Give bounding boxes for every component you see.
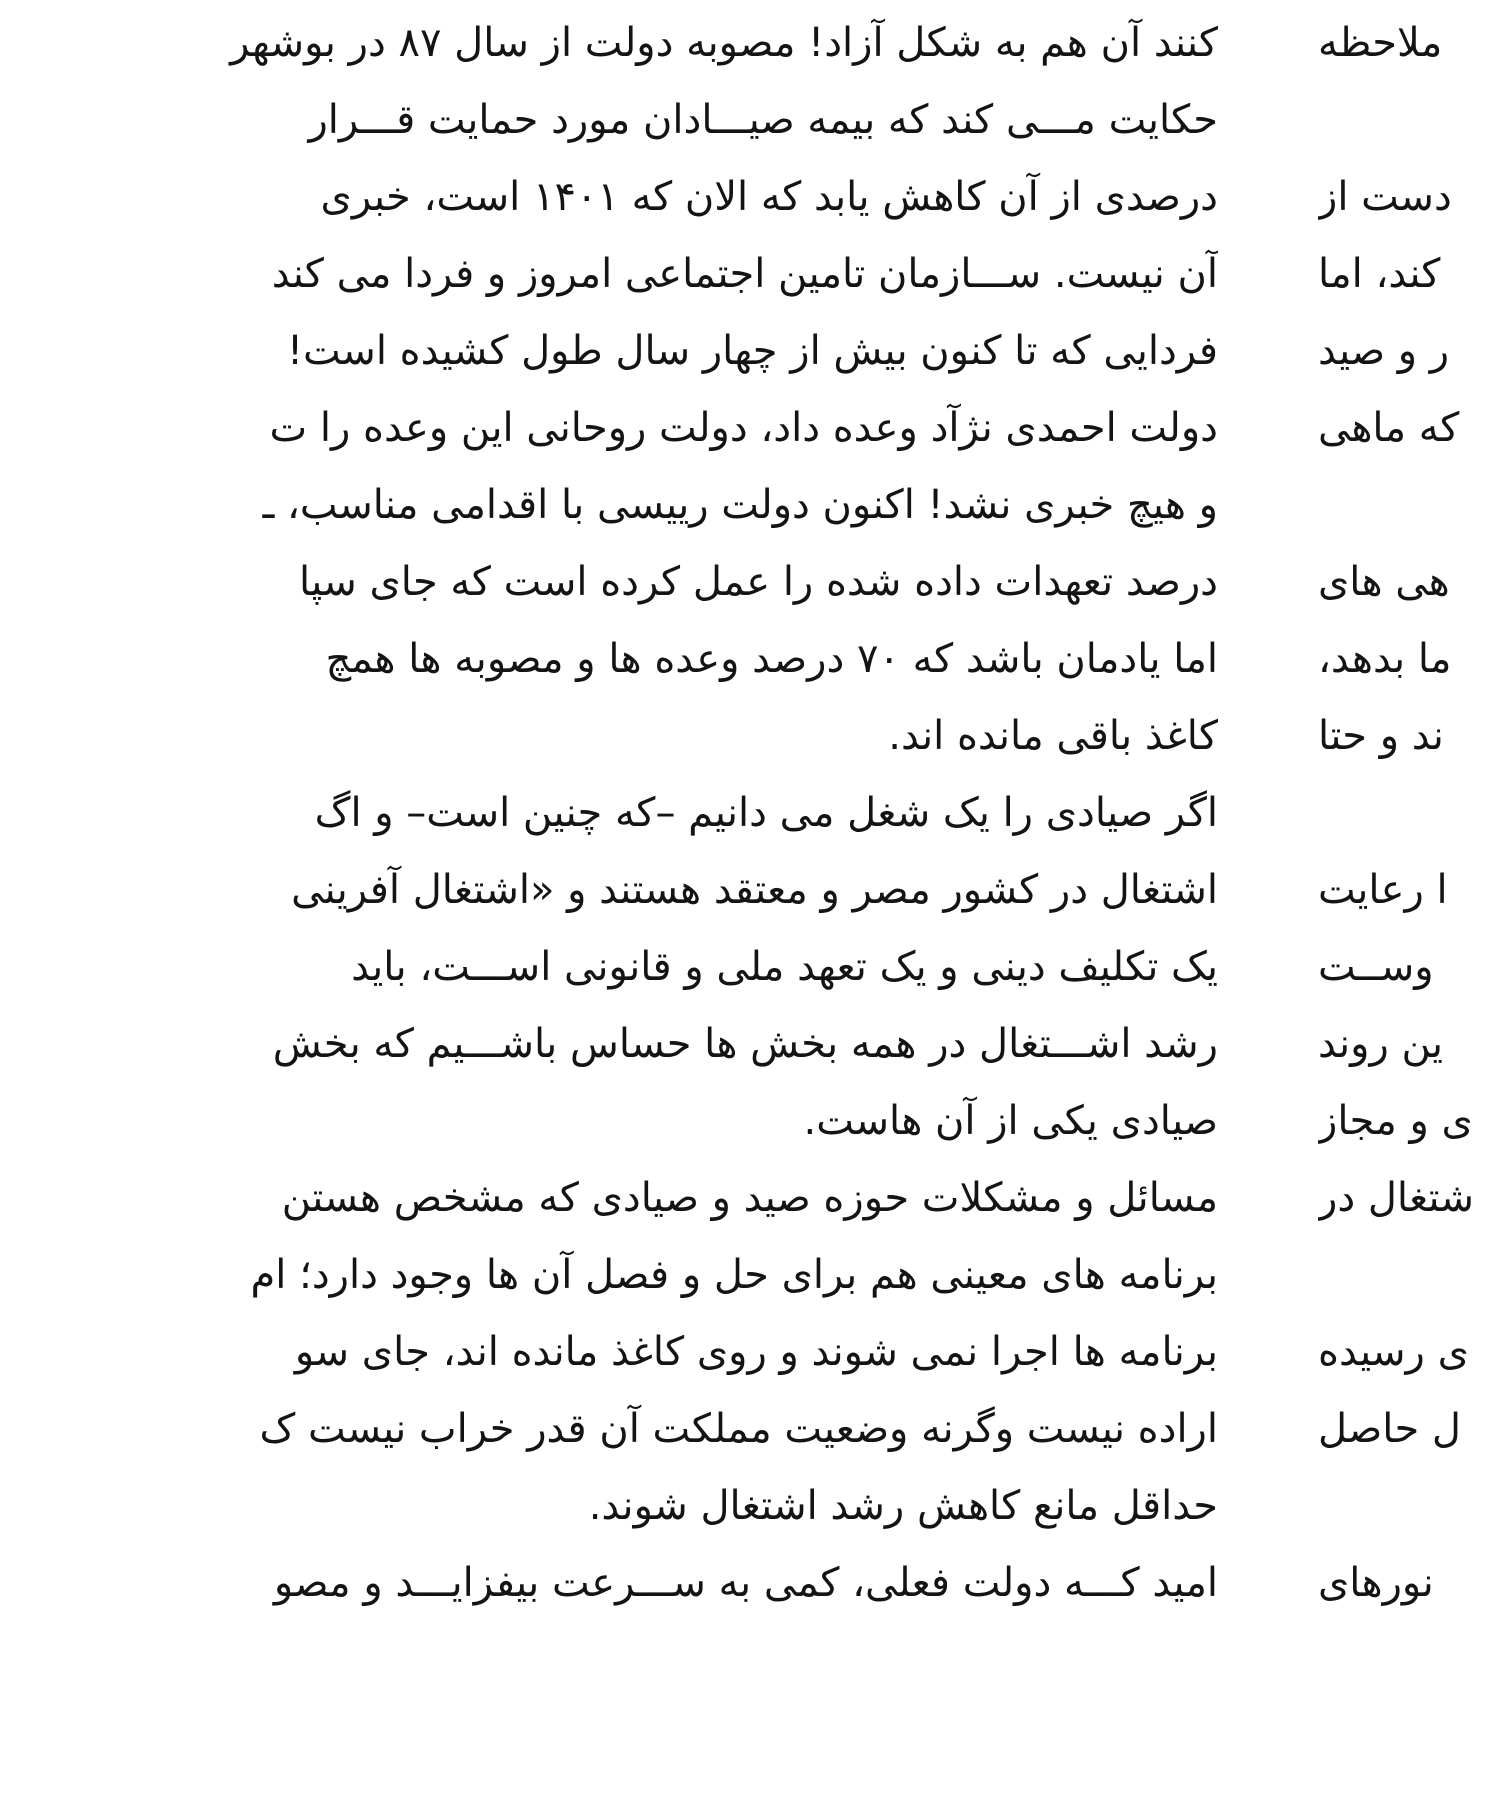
right-line <box>1318 544 1450 620</box>
main-line: درصد تعهدات داده شده را عمل کرده است که جای سپا <box>298 559 1218 605</box>
right-line-text: ند و حتا <box>1318 713 1444 759</box>
right-line <box>1318 1083 1473 1159</box>
right-line <box>1318 1545 1434 1621</box>
main-line: کاغذ باقی مانده اند. <box>888 713 1218 759</box>
right-line <box>1318 1006 1443 1082</box>
right-line <box>1318 621 1451 697</box>
right-line-text: کند، اما <box>1318 251 1441 297</box>
right-line-text: شتغال در <box>1318 1175 1474 1221</box>
main-line: امید کـــه دولت فعلی، کمی به ســـرعت بیفزایـــد و مصو <box>273 1560 1218 1606</box>
right-text-column-cropped <box>1318 0 1500 1809</box>
main-line: برنامه های معینی هم برای حل و فصل آن ها وجود دارد؛ ام <box>250 1252 1218 1298</box>
main-line: آن نیست. ســـازمان تامین اجتماعی امروز و فردا می کند <box>271 251 1218 297</box>
main-line: و هیچ خبری نشد! اکنون دولت رییسی با اقدامی مناسب، ـ <box>262 482 1218 528</box>
right-line-text: هی های <box>1318 559 1450 605</box>
main-line: برنامه ها اجرا نمی شوند و روی کاغذ مانده اند، جای سو <box>294 1329 1218 1375</box>
main-line: فردایی که تا کنون بیش از چهار سال طول کشیده است! <box>286 328 1218 374</box>
right-line-text: که ماهی <box>1318 405 1460 451</box>
right-line <box>1318 1391 1461 1467</box>
main-line: صیادی یکی از آن هاست. <box>803 1098 1218 1144</box>
right-line-text: ما بدهد، <box>1318 636 1452 682</box>
right-line <box>1318 929 1434 1005</box>
main-line: اشتغال در کشور مصر و معتقد هستند و «اشتغال آفرینی <box>291 867 1218 913</box>
right-line <box>1318 698 1444 774</box>
main-line: دولت احمدی نژآد وعده داد، دولت روحانی این وعده را ت <box>269 405 1218 451</box>
right-line-text: دست از <box>1318 174 1452 220</box>
right-line <box>1318 159 1452 235</box>
main-line: کنند آن هم به شکل آزاد! مصوبه دولت از سال ۸۷ در بوشهر <box>230 20 1218 66</box>
right-line <box>1318 236 1440 312</box>
right-line-text: ر و صید <box>1318 328 1450 374</box>
right-line <box>1318 390 1459 466</box>
right-line-text: نورهای <box>1318 1560 1434 1606</box>
right-line <box>1318 5 1442 81</box>
right-line-text: ی و مجاز <box>1318 1098 1473 1144</box>
main-line: حداقل مانع کاهش رشد اشتغال شوند. <box>588 1483 1218 1529</box>
main-line: اگر صیادی را یک شغل می دانیم –که چنین است– و اگ <box>314 790 1218 836</box>
main-line: حکایت مـــی کند که بیمه صیـــادان مورد حمایت قـــرار <box>308 97 1218 143</box>
right-line <box>1318 1160 1474 1236</box>
right-line-text: ا رعایت <box>1318 867 1448 913</box>
right-line <box>1318 1314 1469 1390</box>
right-line <box>1318 852 1448 928</box>
main-line: اراده نیست وگرنه وضعیت مملکت آن قدر خراب نیست ک <box>259 1406 1218 1452</box>
right-line <box>1318 313 1449 389</box>
right-line-text: وســت <box>1318 944 1434 990</box>
main-line: اما یادمان باشد که ۷۰ درصد وعده ها و مصوبه ها همچ <box>325 636 1218 682</box>
main-line: یک تکلیف دینی و یک تعهد ملی و قانونی اســـت، باید <box>351 944 1218 990</box>
main-line: مسائل و مشکلات حوزه صید و صیادی که مشخص هستن <box>281 1175 1218 1221</box>
main-line: رشد اشـــتغال در همه بخش ها حساس باشـــیم که بخش <box>272 1021 1218 1067</box>
right-line-text: ی رسیده <box>1318 1329 1469 1375</box>
main-line: درصدی از آن کاهش یابد که الان که ۱۴۰۱ است، خبری <box>320 174 1218 220</box>
right-line-text: ین روند <box>1318 1021 1444 1067</box>
right-line-text: ملاحظه <box>1318 20 1443 66</box>
right-line-text: ل حاصل <box>1318 1406 1461 1452</box>
